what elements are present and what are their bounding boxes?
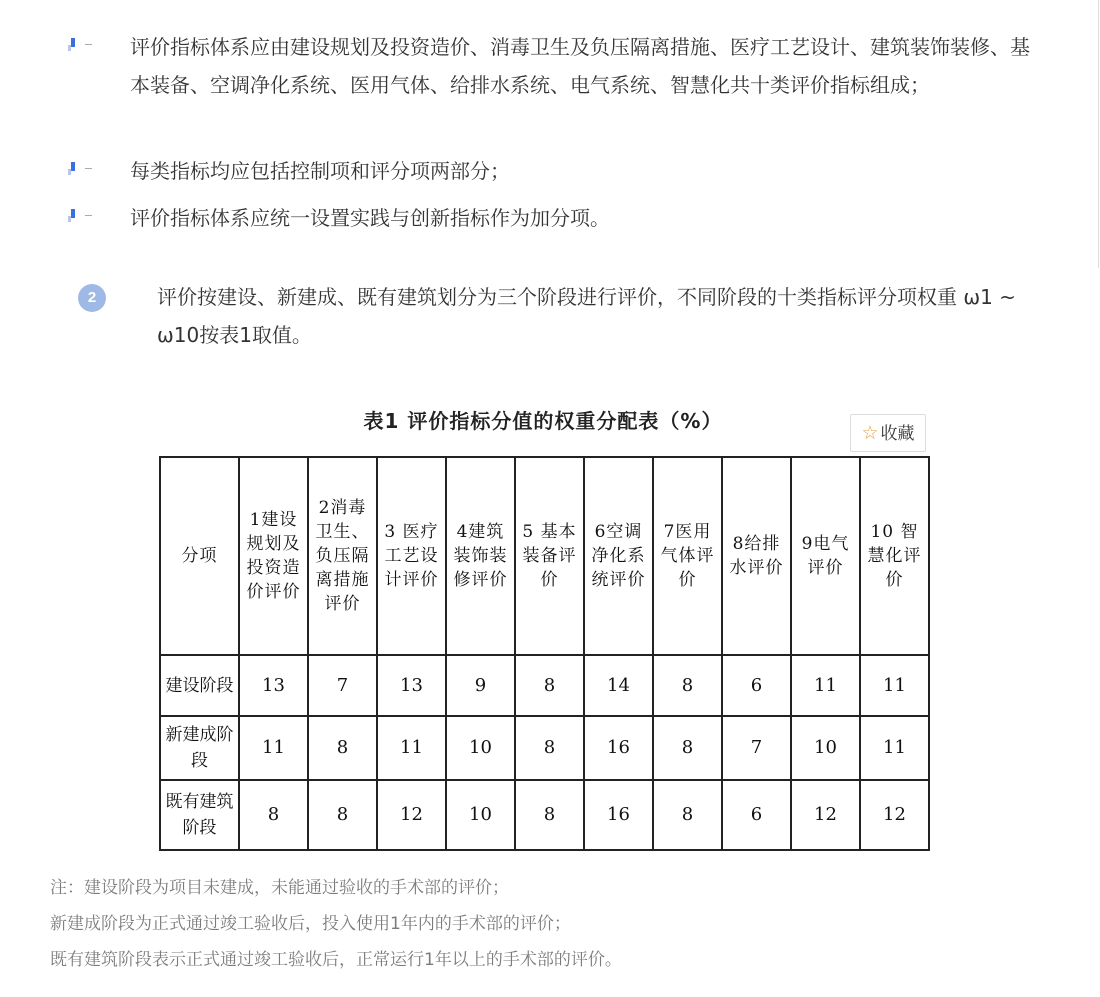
- table-row: [160, 655, 929, 716]
- value-cell: 12: [860, 780, 929, 850]
- bullet-marker-icon: [68, 162, 98, 176]
- value-cell: 8: [239, 780, 308, 850]
- table-notes: [50, 870, 1050, 978]
- table-title: 表1 评价指标分值的权重分配表（%）: [363, 409, 723, 433]
- value-cell: 7: [722, 716, 791, 780]
- value-cell: 8: [308, 716, 377, 780]
- value-cell: 13: [239, 655, 308, 716]
- value-cell: 12: [377, 780, 446, 850]
- value-cell: 8: [653, 716, 722, 780]
- value-cell: 10: [446, 716, 515, 780]
- value-cell: 10: [446, 780, 515, 850]
- list-item-text: 评价指标体系应由建设规划及投资造价、消毒卫生及负压隔离措施、医疗工艺设计、建筑装饰装修、基本装备、空调净化系统、医用气体、给排水系统、电气系统、智慧化共十类评价指标组成；: [130, 35, 1030, 97]
- value-cell: 8: [515, 780, 584, 850]
- value-cell: 8: [653, 655, 722, 716]
- header-cell: 6空调净化系统评价: [584, 457, 653, 655]
- stage-cell: 新建成阶段: [160, 716, 239, 780]
- value-cell: 11: [377, 716, 446, 780]
- value-cell: 10: [791, 716, 860, 780]
- header-cell: 分项: [160, 457, 239, 655]
- note-line: 新建成阶段为正式通过竣工验收后，投入使用1年内的手术部的评价；: [50, 914, 571, 934]
- header-cell: 4建筑装饰装修评价: [446, 457, 515, 655]
- value-cell: 7: [308, 655, 377, 716]
- table-header-row: [160, 457, 929, 655]
- value-cell: 16: [584, 780, 653, 850]
- list-item-text: 评价指标体系应统一设置实践与创新指标作为加分项。: [130, 206, 610, 230]
- note-line: 既有建筑阶段表示正式通过竣工验收后，正常运行1年以上的手术部的评价。: [50, 950, 622, 970]
- bullet-marker-icon: [68, 209, 98, 223]
- header-cell: 8给排水评价: [722, 457, 791, 655]
- header-cell: 10 智慧化评价: [860, 457, 929, 655]
- value-cell: 11: [239, 716, 308, 780]
- value-cell: 16: [584, 716, 653, 780]
- value-cell: 6: [722, 655, 791, 716]
- value-cell: 13: [377, 655, 446, 716]
- value-cell: 6: [722, 780, 791, 850]
- table-row: [160, 716, 929, 780]
- note-line: 注：建设阶段为项目未建成，未能通过验收的手术部的评价；: [50, 878, 509, 898]
- bullet-marker-icon: [68, 38, 98, 52]
- value-cell: 8: [515, 716, 584, 780]
- stage-cell: 既有建筑阶段: [160, 780, 239, 850]
- table-row: [160, 780, 929, 850]
- stage-cell: 建设阶段: [160, 655, 239, 716]
- value-cell: 8: [515, 655, 584, 716]
- weight-table: [159, 456, 930, 851]
- numbered-item-text: 评价按建设、新建成、既有建筑划分为三个阶段进行评价，不同阶段的十类指标评分项权重 ω1 ~ ω10按表1取值。: [157, 285, 1016, 347]
- value-cell: 11: [860, 655, 929, 716]
- favorite-button[interactable]: [850, 414, 926, 452]
- right-divider: [1098, 0, 1099, 268]
- value-cell: 8: [653, 780, 722, 850]
- header-cell: 2消毒卫生、负压隔离措施评价: [308, 457, 377, 655]
- value-cell: 9: [446, 655, 515, 716]
- header-cell: 3 医疗工艺设计评价: [377, 457, 446, 655]
- star-icon: ☆: [861, 422, 879, 444]
- value-cell: 11: [860, 716, 929, 780]
- value-cell: 11: [791, 655, 860, 716]
- list-item-text: 每类指标均应包括控制项和评分项两部分；: [130, 159, 510, 183]
- header-cell: 7医用气体评价: [653, 457, 722, 655]
- header-cell: 1建设规划及投资造价评价: [239, 457, 308, 655]
- number-badge: 2: [78, 284, 106, 312]
- favorite-label: 收藏: [880, 424, 915, 444]
- header-cell: 9电气评价: [791, 457, 860, 655]
- value-cell: 14: [584, 655, 653, 716]
- header-cell: 5 基本装备评价: [515, 457, 584, 655]
- value-cell: 8: [308, 780, 377, 850]
- value-cell: 12: [791, 780, 860, 850]
